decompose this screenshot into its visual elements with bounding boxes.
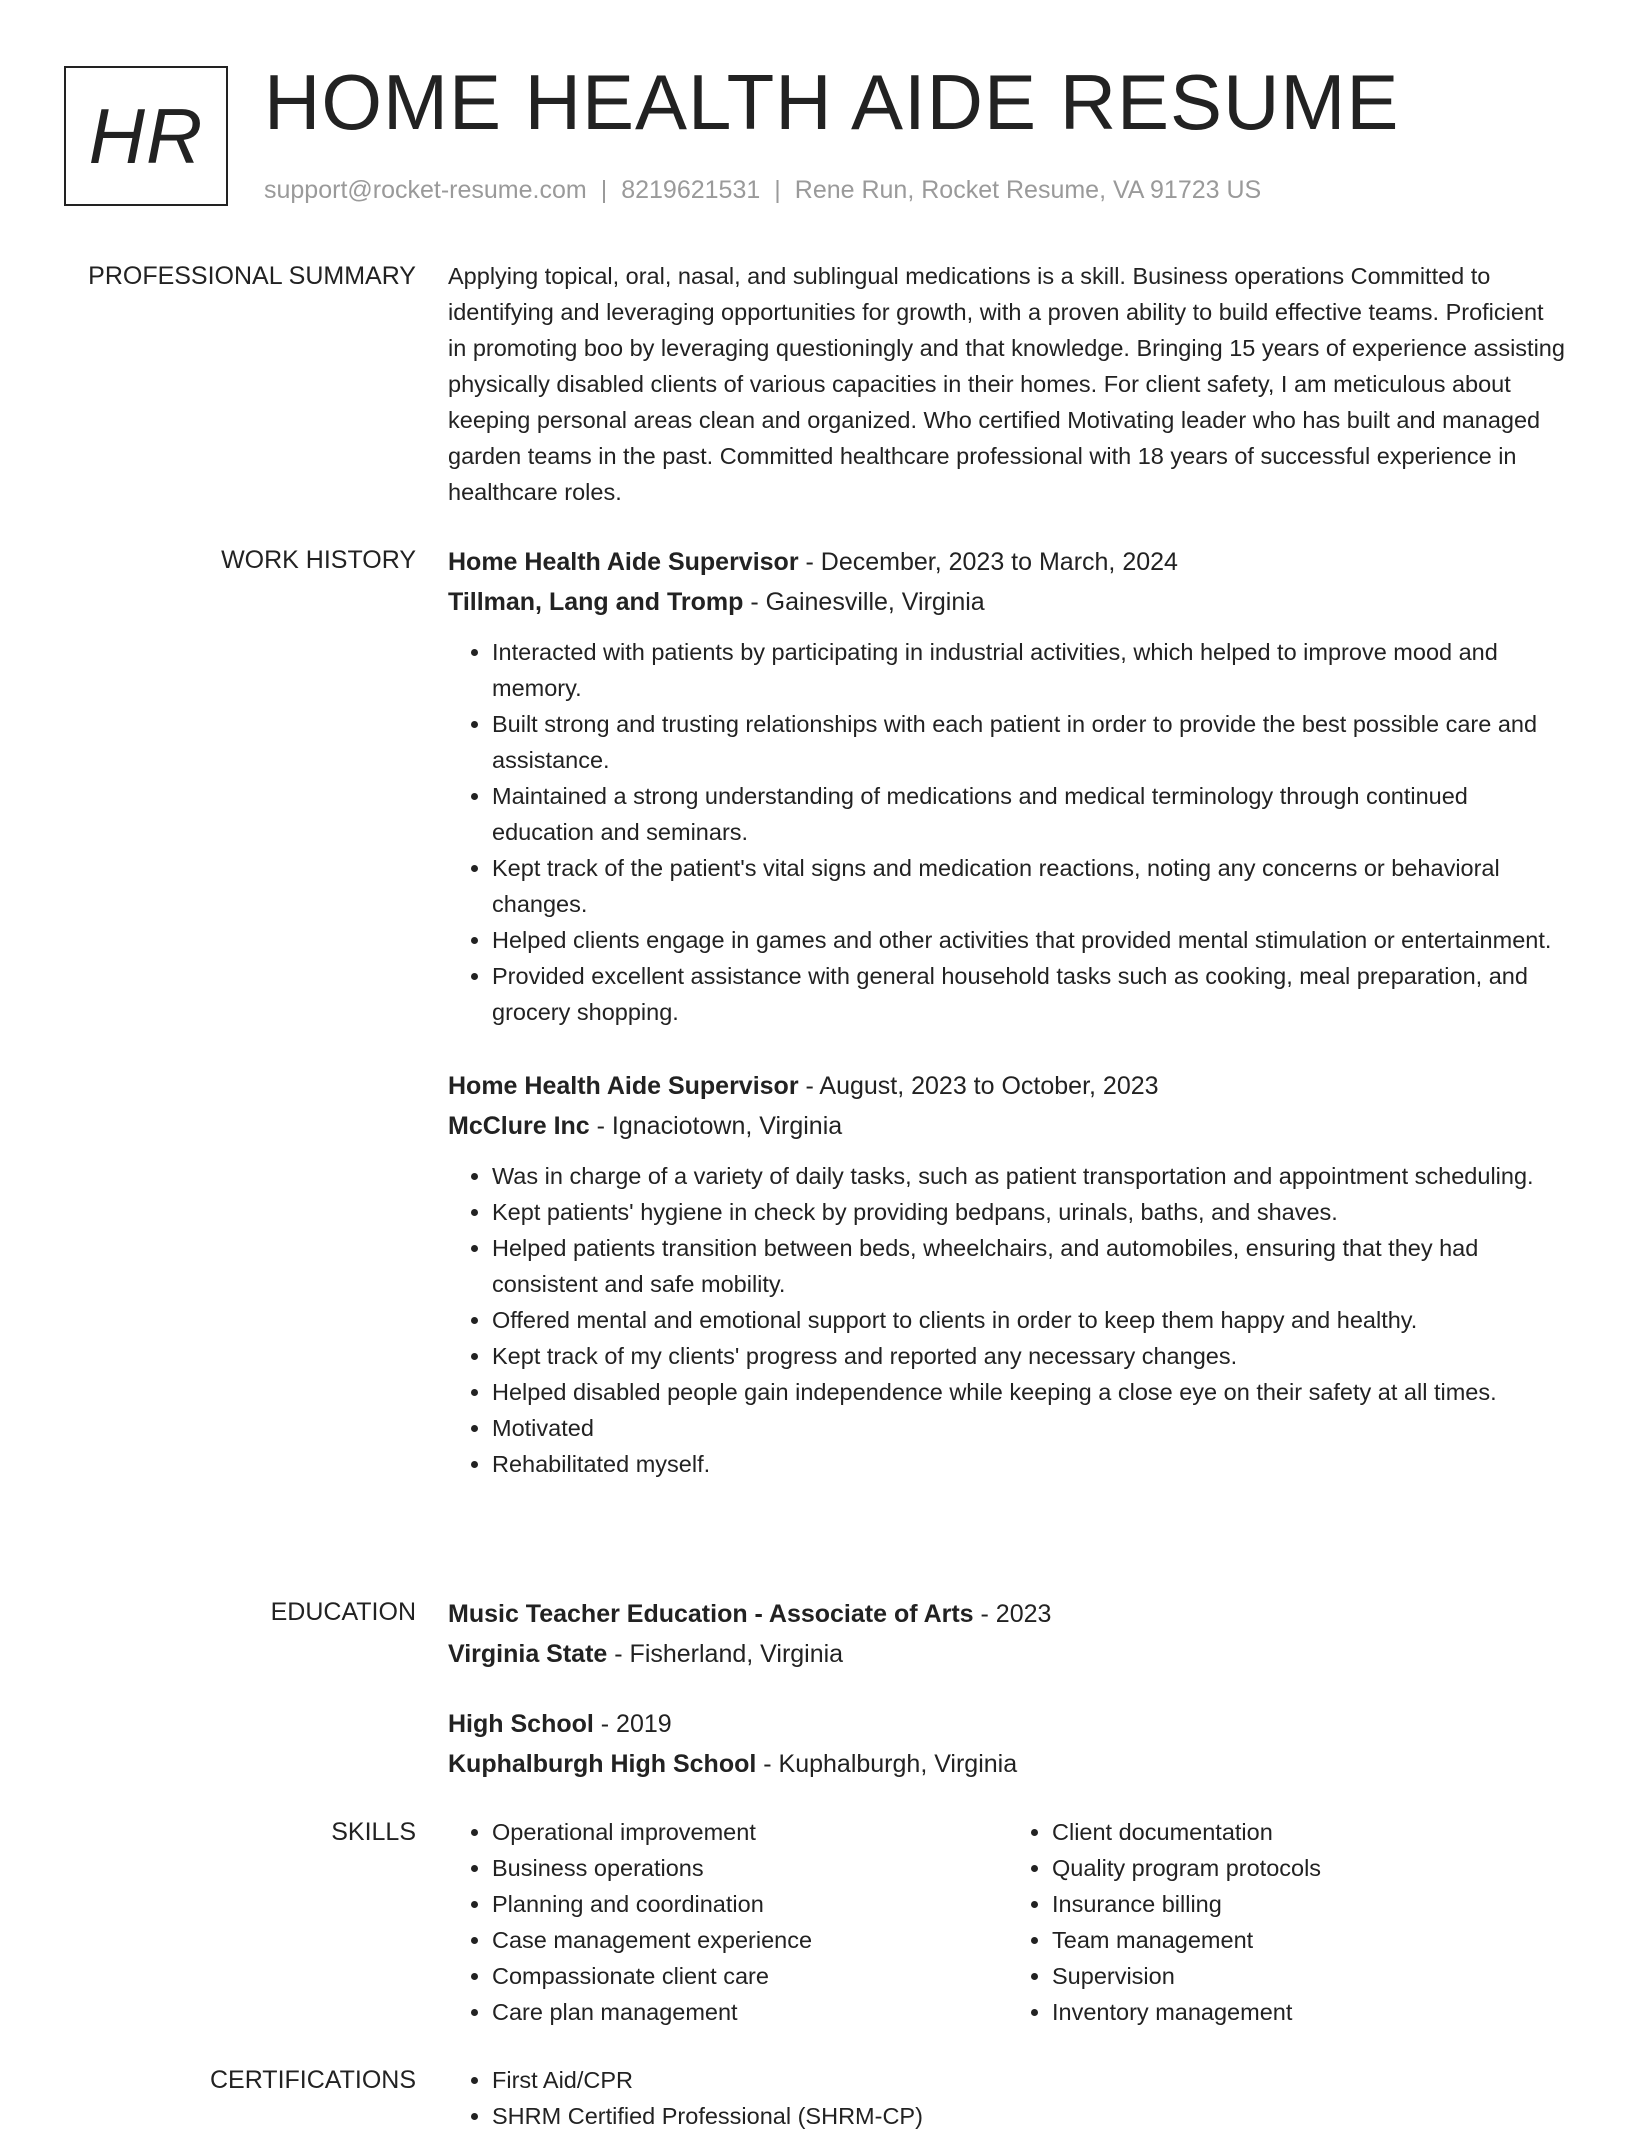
job-title-line xyxy=(448,1066,1568,1106)
certifications-list xyxy=(448,2062,1568,2134)
job-dates: - August, 2023 to October, 2023 xyxy=(798,1072,1159,1100)
certifications-body xyxy=(448,2062,1568,2134)
education-school: Kuphalburgh High School xyxy=(448,1750,757,1778)
contact-address: Rene Run, Rocket Resume, VA 91723 US xyxy=(794,176,1262,204)
list-item: • Motivated xyxy=(492,1410,1568,1446)
education-degree: High School xyxy=(448,1710,594,1738)
job-location: - Gainesville, Virginia xyxy=(743,588,985,616)
job-location: - Ignaciotown, Virginia xyxy=(589,1112,843,1140)
job-bullets xyxy=(448,1158,1568,1482)
summary-text: Applying topical, oral, nasal, and sublingual medications is a skill. Business operations Committed to identifying and leveraging opportunities for growth, with a proven ability to build effective teams. Proficient in promoting boo by leveraging questioningly and that knowledge. Bringing 15 years of experience assisting physically disabled clients of various capacities in their homes. For client safety, I am meticulous about keeping personal areas clean and organized. Who certified Motivating leader who has built and managed garden teams in the past. Committed healthcare professional with 18 years of successful experience in healthcare roles. xyxy=(448,263,1565,505)
summary-body xyxy=(448,258,1568,510)
list-item: • Maintained a strong understanding of medications and medical terminology through continued education and seminars. xyxy=(492,778,1568,850)
education-degree-line xyxy=(448,1594,1568,1634)
list-item: • Provided excellent assistance with general household tasks such as cooking, meal preparation, and grocery shopping. xyxy=(492,958,1568,1030)
education-entry xyxy=(448,1704,1568,1784)
list-item: • Business operations xyxy=(492,1850,1008,1886)
education-year: - 2023 xyxy=(973,1600,1052,1628)
list-item: • Case management experience xyxy=(492,1922,1008,1958)
list-item: • Care plan management xyxy=(492,1994,1008,2030)
contact-line xyxy=(264,176,1261,205)
education-label: EDUCATION xyxy=(270,1598,416,1626)
skills-column-left xyxy=(448,1814,1008,2030)
list-item: • Helped clients engage in games and other activities that provided mental stimulation or entertainment. xyxy=(492,922,1568,958)
job-company: Tillman, Lang and Tromp xyxy=(448,588,744,616)
summary-label: PROFESSIONAL SUMMARY xyxy=(88,262,416,290)
education-degree: Music Teacher Education - Associate of Arts xyxy=(448,1600,974,1628)
list-item: • Kept track of the patient's vital signs and medication reactions, noting any concerns or behavioral changes. xyxy=(492,850,1568,922)
education-year: - 2019 xyxy=(593,1710,672,1738)
list-item: • Was in charge of a variety of daily tasks, such as patient transportation and appointment scheduling. xyxy=(492,1158,1568,1194)
certifications-label: CERTIFICATIONS xyxy=(209,2066,416,2094)
list-item: • Kept track of my clients' progress and reported any necessary changes. xyxy=(492,1338,1568,1374)
education-school: Virginia State xyxy=(448,1640,608,1668)
job-entry xyxy=(448,542,1568,1030)
contact-separator: | xyxy=(600,176,608,204)
work-history-label: WORK HISTORY xyxy=(221,546,416,574)
list-item: • Team management xyxy=(1052,1922,1568,1958)
job-title: Home Health Aide Supervisor xyxy=(448,1072,799,1100)
skills-column-right xyxy=(1008,1814,1568,2030)
resume-title: HOME HEALTH AIDE RESUME xyxy=(264,58,1400,146)
job-company-line xyxy=(448,1106,1568,1146)
education-school-line xyxy=(448,1744,1568,1784)
education-school-line xyxy=(448,1634,1568,1674)
education-entry xyxy=(448,1594,1568,1674)
education-degree-line xyxy=(448,1704,1568,1744)
job-entry xyxy=(448,1066,1568,1482)
job-dates: - December, 2023 to March, 2024 xyxy=(798,548,1178,576)
job-company-line xyxy=(448,582,1568,622)
list-item: • Helped disabled people gain independence while keeping a close eye on their safety at all times. xyxy=(492,1374,1568,1410)
contact-email[interactable]: support@rocket-resume.com xyxy=(264,176,587,204)
education-location: - Kuphalburgh, Virginia xyxy=(756,1750,1018,1778)
list-item: • Operational improvement xyxy=(492,1814,1008,1850)
skills-body xyxy=(448,1814,1568,2030)
education-body xyxy=(448,1594,1568,1784)
list-item: • Supervision xyxy=(1052,1958,1568,1994)
skills-label: SKILLS xyxy=(331,1818,416,1846)
list-item: • SHRM Certified Professional (SHRM-CP) xyxy=(492,2098,1568,2134)
list-item: • Interacted with patients by participating in industrial activities, which helped to improve mood and memory. xyxy=(492,634,1568,706)
list-item: • Rehabilitated myself. xyxy=(492,1446,1568,1482)
list-item: • Built strong and trusting relationships with each patient in order to provide the best possible care and assistance. xyxy=(492,706,1568,778)
list-item: • First Aid/CPR xyxy=(492,2062,1568,2098)
list-item: • Compassionate client care xyxy=(492,1958,1008,1994)
monogram-box xyxy=(64,66,228,206)
list-item: • Inventory management xyxy=(1052,1994,1568,2030)
skills-grid xyxy=(448,1814,1568,2030)
job-bullets xyxy=(448,634,1568,1030)
education-location: - Fisherland, Virginia xyxy=(607,1640,844,1668)
contact-separator: | xyxy=(774,176,781,204)
job-company: McClure Inc xyxy=(448,1112,590,1140)
list-item: • Offered mental and emotional support to clients in order to keep them happy and healthy. xyxy=(492,1302,1568,1338)
contact-phone[interactable]: 8219621531 xyxy=(621,176,761,204)
list-item: • Kept patients' hygiene in check by providing bedpans, urinals, baths, and shaves. xyxy=(492,1194,1568,1230)
list-item: • Insurance billing xyxy=(1052,1886,1568,1922)
list-item: • Client documentation xyxy=(1052,1814,1568,1850)
monogram-initials: HR xyxy=(88,92,204,180)
job-title: Home Health Aide Supervisor xyxy=(448,548,799,576)
job-title-line xyxy=(448,542,1568,582)
list-item: • Planning and coordination xyxy=(492,1886,1008,1922)
work-history-body xyxy=(448,542,1568,1482)
list-item: • Helped patients transition between beds, wheelchairs, and automobiles, ensuring that they had consistent and safe mobility. xyxy=(492,1230,1568,1302)
list-item: • Quality program protocols xyxy=(1052,1850,1568,1886)
